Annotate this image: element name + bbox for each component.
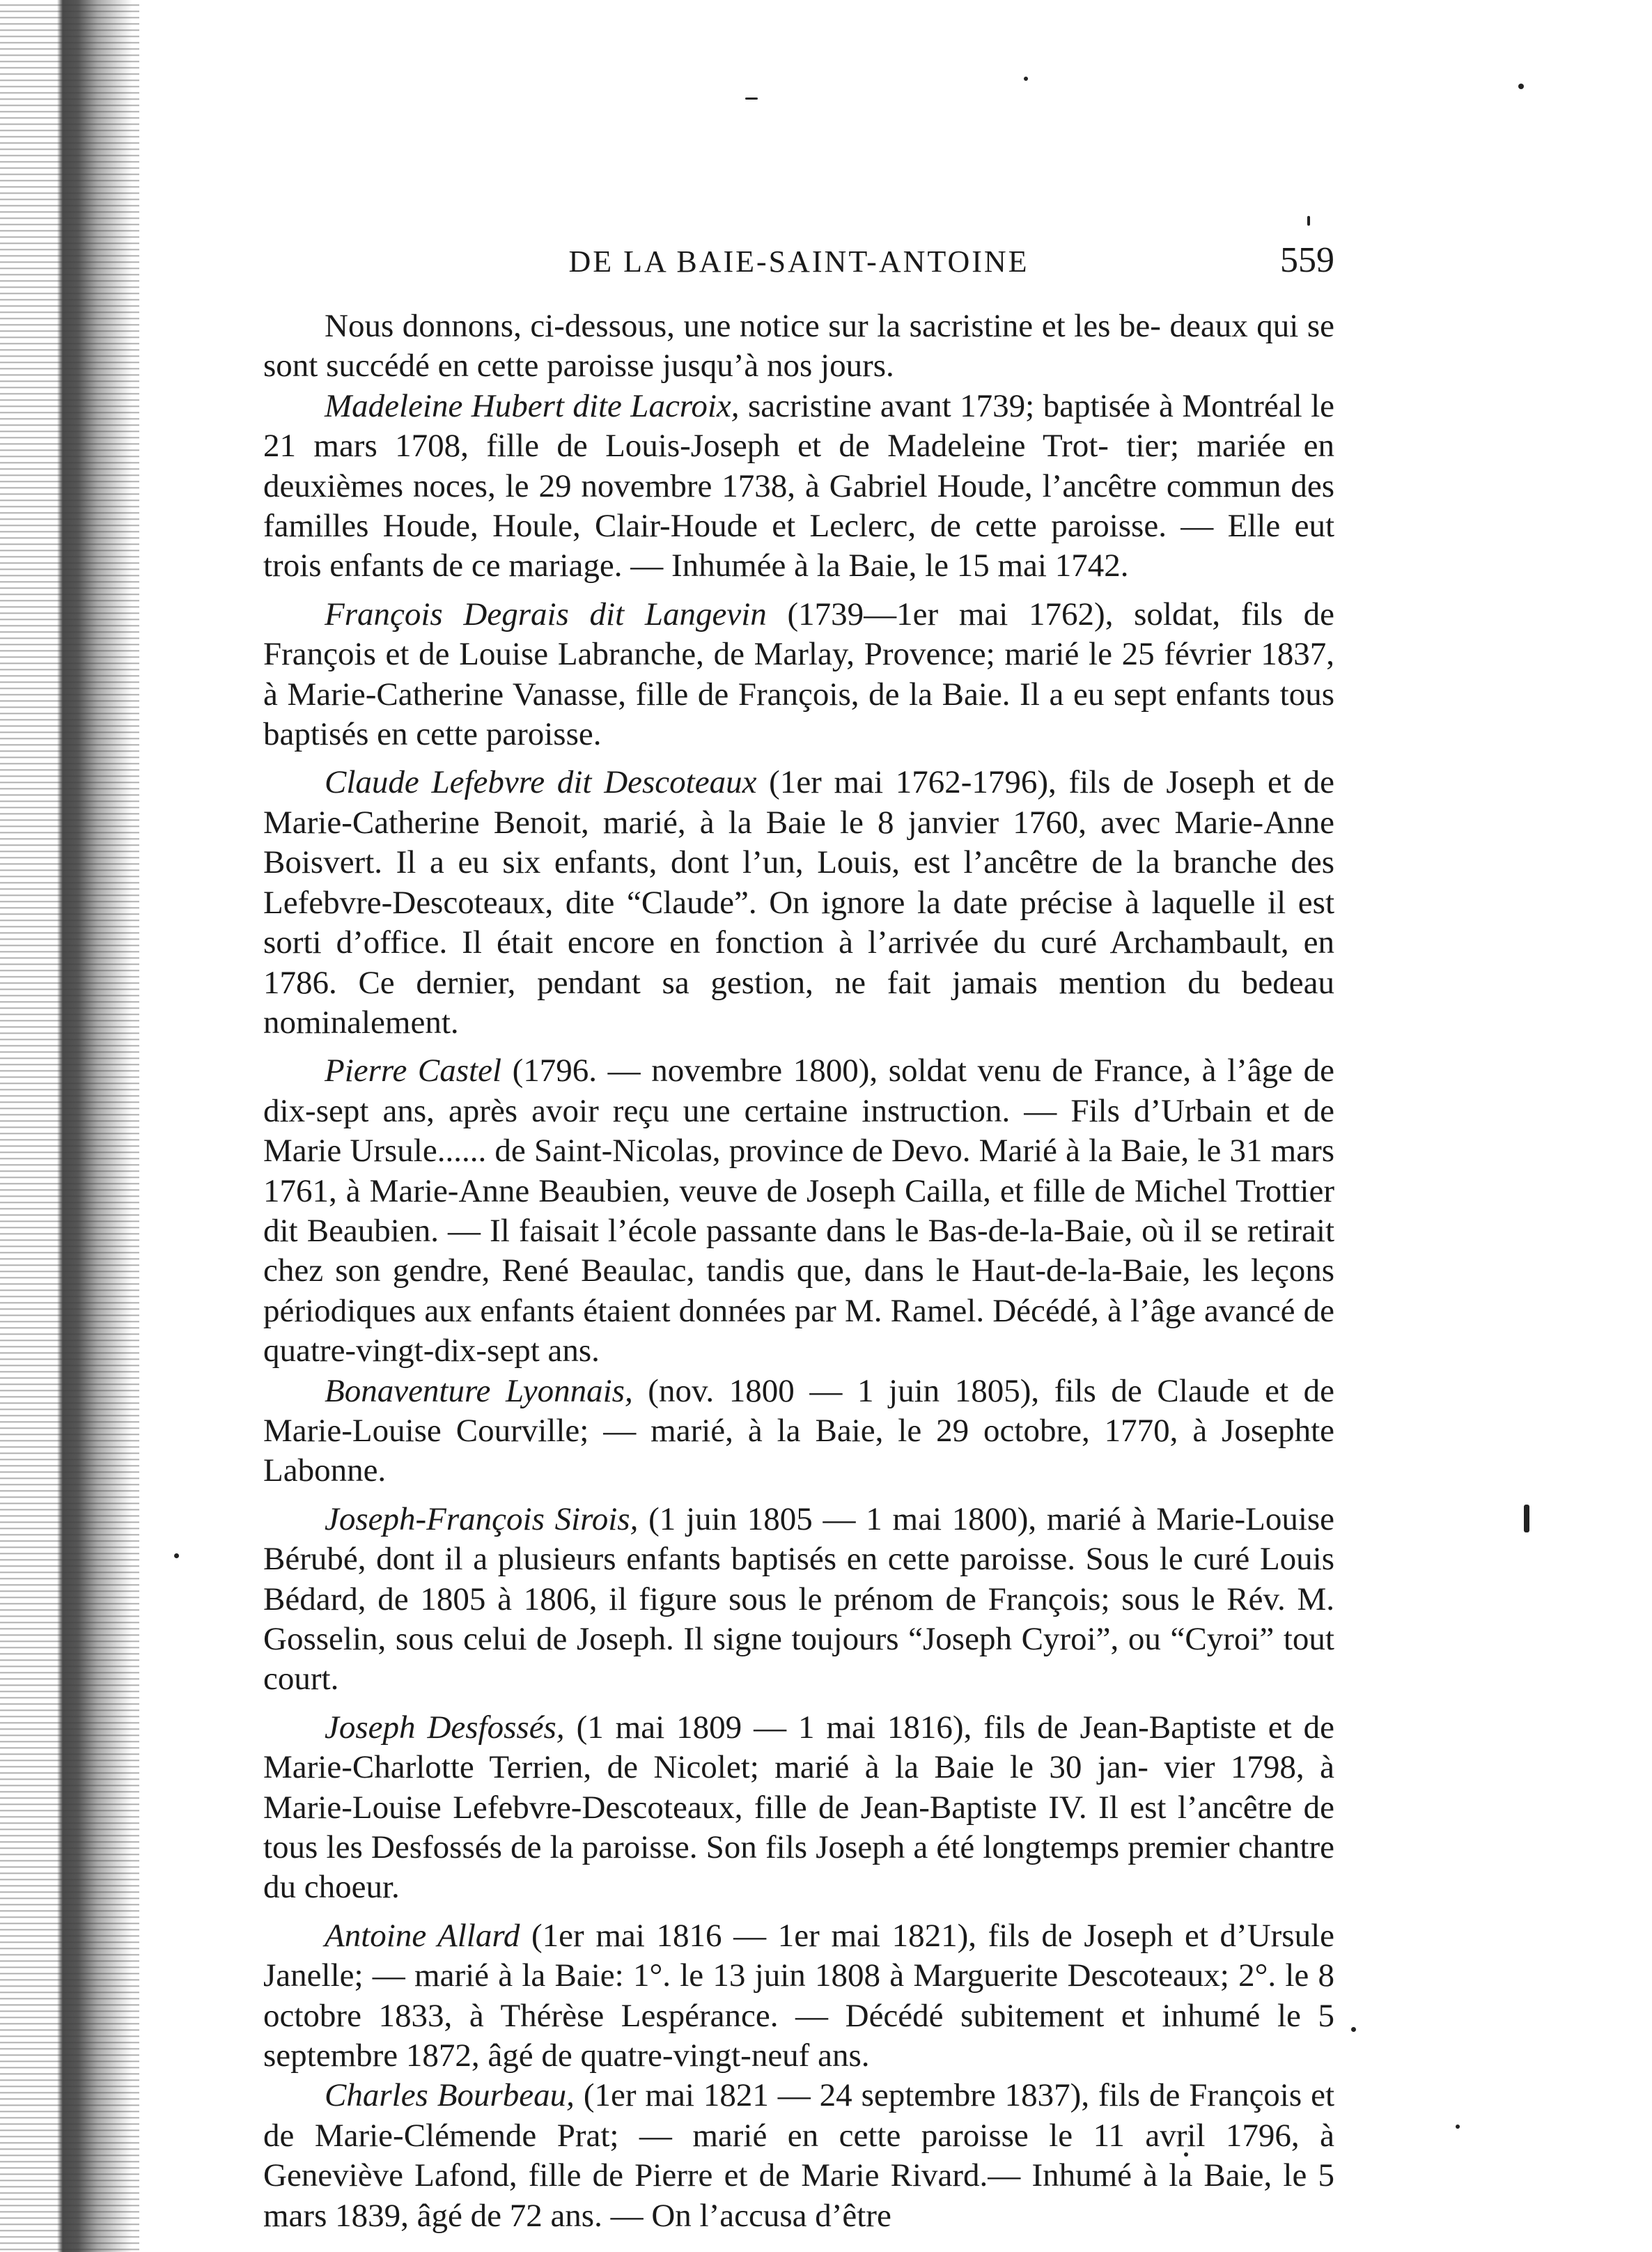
text-line: (1 mai 1809 — 1 mai 1816), fils de Jean-Baptiste: [564, 1709, 1256, 1746]
book-page: [263, 230, 1334, 2236]
text-line: 1760, avec Marie-Anne Boisvert. Il a eu six enfants, dont l’un, Louis,: [263, 804, 1335, 881]
text-body: [263, 306, 1334, 2236]
scan-speck: [1518, 84, 1524, 89]
paragraph-madeleine-hubert: [263, 387, 1334, 587]
text-line: Marie-Louise Bérubé, dont il a plusieurs enfants baptisés en cette: [263, 1500, 1335, 1578]
text-line: est l’ancêtre de la branche des Lefebvre-Descoteaux, dite “Claude”.: [263, 844, 1334, 921]
text-line: vier 1798, à Marie-Louise Lefebvre-Descoteaux, fille de Jean-Baptiste: [263, 1749, 1335, 1826]
text-line: et de Marie-Louise Courville; — marié, à la Baie, le 29 octobre, 1770,: [263, 1372, 1335, 1449]
scan-speck: [1524, 1505, 1529, 1532]
text-line: veuve de Joseph Cailla, et fille de Michel Trottier dit Beaubien. — Il: [263, 1172, 1334, 1249]
text-line: (1739—1er mai 1762), soldat, fils: [766, 596, 1283, 632]
text-line: deaux qui se sont succédé en cette paroisse jusqu’à nos jours.: [263, 308, 1334, 385]
paragraph-joseph-desfosses: [263, 1708, 1334, 1908]
scan-speck: [745, 98, 758, 100]
text-line: l’âge de dix-sept ans, après avoir reçu une certaine instruction. —: [263, 1053, 1334, 1129]
text-line: de François et de Louise Labranche, de Marlay, Provence; marié le: [263, 596, 1334, 673]
text-line: et de Marie-Charlotte Terrien, de Nicolet; marié à la Baie le 30 jan-: [263, 1709, 1335, 1786]
text-line: IV. Il est l’ancêtre de tous les Desfossés de la paroisse. Son fils: [263, 1789, 1334, 1866]
text-line: Montréal le 21 mars 1708, fille de Louis-Joseph et de Madeleine Trot-: [263, 387, 1335, 465]
text-line: Devo. Marié à la Baie, le 31 mars 1761, à Marie-Anne Beaubien,: [263, 1133, 1335, 1209]
text-line: (1er mai 1816 — 1er mai 1821), fils de Joseph et: [520, 1917, 1208, 1954]
scan-speck: [1024, 77, 1028, 81]
paragraph-pierre-castel: [263, 1051, 1334, 1371]
running-title: DE LA BAIE-SAINT-ANTOINE: [568, 244, 1029, 279]
text-line: Descoteaux; 2°. le 8 octobre 1833, à Thérèse Lespérance. — Décédé: [263, 1957, 1335, 2034]
entry-name: Antoine Allard: [325, 1917, 520, 1954]
text-line: (1er mai 1762-1796), fils de: [756, 764, 1154, 801]
text-line: Baie. Il a eu sept enfants tous baptisés en cette paroisse.: [263, 676, 1335, 753]
text-line: à la Baie, le 15 mai 1742.: [794, 548, 1129, 584]
scan-speck: [1351, 2027, 1356, 2032]
text-line: subitement et inhumé le 5 septembre 1872, âgé de quatre-vingt-neuf: [263, 1997, 1334, 2074]
text-line: l’ancêtre commun des familles Houde, Houle, Clair-Houde et Leclerc,: [263, 467, 1334, 545]
entry-name: Pierre Castel: [325, 1053, 502, 1089]
text-line: Fils d’Urbain et de Marie Ursule...... de Saint-Nicolas, province de: [263, 1092, 1334, 1170]
paragraph-francois-degrais: [263, 595, 1334, 755]
text-line: paroisse. Sous le curé Louis Bédard, de 1805 à 1806, il figure sous le: [263, 1541, 1335, 1617]
text-line: de cette paroisse. — Elle eut trois enfants de ce mariage. — Inhumée: [263, 508, 1335, 584]
text-line: prénom de François; sous le Rév. M. Gosselin, sous celui de Joseph.: [263, 1581, 1335, 1657]
text-line: en fonction à l’arrivée du curé Archambault, en 1786. Ce dernier,: [263, 924, 1335, 1001]
text-line: 25 février 1837, à Marie-Catherine Vanasse, fille de François, de la: [263, 636, 1335, 713]
paragraph-intro: [263, 306, 1334, 387]
entry-name: Charles Bourbeau,: [325, 2077, 575, 2114]
paragraph-charles-bourbeau: [263, 2076, 1334, 2236]
paragraph-antoine-allard: [263, 1916, 1334, 2076]
entry-name: Claude Lefebvre dit Descoteaux: [325, 764, 757, 801]
text-line: faisait l’école passante dans le Bas-de-la-Baie, où il se retirait chez son: [263, 1212, 1334, 1289]
text-line: ans.: [818, 2037, 870, 2074]
text-line: à Josephte Labonne.: [263, 1412, 1334, 1489]
text-line: (1er mai 1821 — 24 septembre 1837), fils de: [574, 2077, 1180, 2114]
scanned-binding-edge: [0, 0, 139, 2252]
paragraph-claude-lefebvre: [263, 763, 1334, 1043]
page-number: 559: [1280, 240, 1334, 280]
text-line: périodiques aux enfants étaient données par M. Ramel. Décédé, à: [263, 1292, 1122, 1329]
text-line: tier; mariée en deuxièmes noces, le 29 novembre 1738, à Gabriel Houde,: [263, 428, 1335, 504]
running-head: [263, 230, 1334, 306]
entry-name: Joseph-François Sirois,: [325, 1500, 639, 1537]
entry-name: Madeleine Hubert dite Lacroix,: [325, 387, 740, 424]
text-line: gendre, René Beaulac, tandis que, dans le Haut-de-la-Baie, les leçons: [392, 1252, 1335, 1289]
entry-name: Bonaventure Lyonnais,: [325, 1372, 633, 1409]
text-line: (1796. — novembre 1800), soldat venu de France, à: [501, 1053, 1217, 1089]
paragraph-bonaventure-lyonnais: [263, 1372, 1334, 1491]
paragraph-joseph-francois-sirois: [263, 1500, 1334, 1700]
text-line: pendant sa gestion, ne fait jamais mention du bedeau nominalement.: [263, 964, 1334, 1041]
text-line: (nov. 1800 — 1 juin 1805), fils de Claude: [632, 1372, 1250, 1409]
entry-name: François Degrais dit Langevin: [325, 596, 767, 632]
text-line: Il signe toujours “Joseph Cyroi”, ou “Cyroi” tout court.: [263, 1621, 1334, 1698]
text-line: l’âge avancé de quatre-vingt-dix-sept ans.: [263, 1292, 1334, 1369]
text-line: Inhumé à la Baie, le 5 mars 1839, âgé de 72 ans. — On l’accusa d’être: [263, 2157, 1335, 2234]
text-line: Joseph a été longtemps premier chantre du choeur.: [263, 1829, 1335, 1906]
text-line: Nous donnons, ci-dessous, une notice sur la sacristine et les be-: [325, 308, 1161, 344]
text-line: Joseph et de Marie-Catherine Benoit, marié, à la Baie le 8 janvier: [263, 764, 1334, 841]
text-line: On ignore la date précise à laquelle il est sorti d’office. Il était encore: [263, 884, 1335, 961]
text-line: d’Ursule Janelle; — marié à la Baie: 1°. le 13 juin 1808 à Marguerite: [263, 1917, 1335, 1994]
text-line: François et de Marie-Clémende Prat; — marié en cette paroisse le 11: [263, 2077, 1335, 2154]
text-line: avril 1796, à Geneviève Lafond, fille de Pierre et de Marie Rivard.—: [263, 2117, 1334, 2194]
scan-speck: [174, 1553, 179, 1558]
scan-speck: [1307, 216, 1310, 226]
text-line: (1 juin 1805 — 1 mai 1800), marié à: [638, 1500, 1146, 1537]
entry-name: Joseph Desfossés,: [325, 1709, 565, 1746]
text-line: sacristine avant 1739; baptisée à: [739, 387, 1174, 424]
scan-speck: [1456, 2125, 1460, 2129]
